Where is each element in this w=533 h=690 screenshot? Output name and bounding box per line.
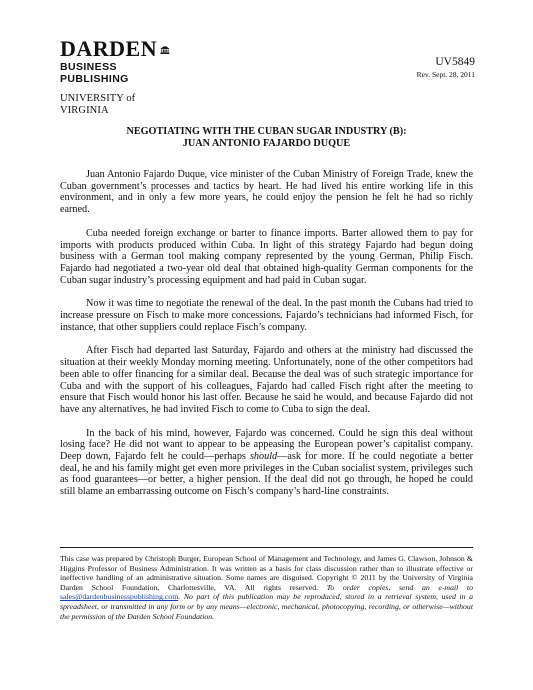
revision-date: Rev. Sept. 28, 2011: [416, 70, 475, 79]
paragraph-5: [60, 428, 473, 498]
paragraph-5-part-b: —ask for more. If he could negotiate a better deal, he and his family might get even more privileges in the Cuban socialist system, privileges such as food guarantees—or better, a higher pension. If the deal did not go through, he hoped he could still blame an embarrassing outcome on Fisch’s company’s hard-line constraints.: [60, 451, 473, 498]
rotunda-icon: [160, 38, 170, 60]
footnote: [60, 554, 473, 621]
logo-darden-text: DARDEN: [60, 36, 158, 61]
logo-business-publishing: BUSINESS PUBLISHING: [60, 61, 129, 85]
footnote-text: This case was prepared by Christoph Burger, European School of Management and Technology, and James G. Clawson, Johnson & Higgins Professor of Business Administration. It was written as a basis for class discussion rather than to illustrate effective or ineffective handling of an administrative situation. Some names are disguised. Copyright © 2011 by the University of Virginia Darden School Foundation, Charlottesville, VA. All rights reserved.: [60, 554, 473, 592]
title-line-1: NEGOTIATING WITH THE CUBAN SUGAR INDUSTRY (B):: [126, 126, 407, 137]
paragraph-5-part-a: In the back of his mind, however, Fajardo was concerned. Could he sign this deal without losing face? He did not want to appear to be appeasing the European power’s capitalist company. Deep down, Fajardo felt he could—perhaps: [60, 427, 473, 463]
logo-university: UNIVERSITY of VIRGINIA: [60, 93, 136, 116]
paragraph-2: Cuba needed foreign exchange or barter to finance imports. Barter allowed them to pay for imports with products produced within Cuba. In light of this strategy Fajardo had begun doing business with a German tool making company represented by the young German, Philip Fisch. Fajardo had negotiated a two-year old deal that obtained high-quality German components for the Cuban sugar industry’s processing equipment and had paid in Cuban sugar.: [60, 227, 473, 286]
paragraph-1: Juan Antonio Fajardo Duque, vice minister of the Cuban Ministry of Foreign Trade, knew the Cuban government’s processes and tactics by heart. He had lived his entire working life in this environment, and in only a few more years, he could enjoy the pension he felt he had so richly earned.: [60, 169, 473, 216]
darden-logo: [60, 38, 170, 117]
paragraph-3: Now it was time to negotiate the renewal of the deal. In the past month the Cubans had tried to increase pressure on Fisch to make more concessions. Fajardo’s technicians had informed Fisch, for instance, that other suppliers could replace Fisch’s company.: [60, 298, 473, 333]
email-link[interactable]: sales@dardenbusinesspublishing.com: [60, 592, 179, 602]
case-number: UV5849: [435, 56, 475, 68]
footnote-order-suffix: . No part of this publication may be reproduced, stored in a retrieval system, used in a spreadsheet, or transmitted in any form or by any means—electronic, mechanical, photocopying, recording, or otherwise—without the permission of the Darden School Foundation.: [60, 592, 473, 621]
paragraph-4: After Fisch had departed last Saturday, Fajardo and others at the ministry had discussed the situation at their weekly Monday morning meeting. Unfortunately, none of the other competitors had been able to offer financing for a similar deal. Because the deal was of such strategic importance for Cuba and with the support of his colleagues, Fajardo had called Fisch right after the meeting to ensure that Fisch would honor his last offer. Because he said he would, and because Fajardo did not have any alternatives, he had invited Fisch to come to Cuba to sign the deal.: [60, 345, 473, 415]
body-text: [60, 169, 473, 510]
paragraph-5-emphasis: should: [249, 451, 278, 463]
footnote-order-prefix: To order copies, send an e-mail to: [326, 582, 473, 592]
document-title: [60, 126, 473, 150]
title-line-2: JUAN ANTONIO FAJARDO DUQUE: [182, 138, 351, 149]
footnote-divider: [60, 547, 473, 548]
